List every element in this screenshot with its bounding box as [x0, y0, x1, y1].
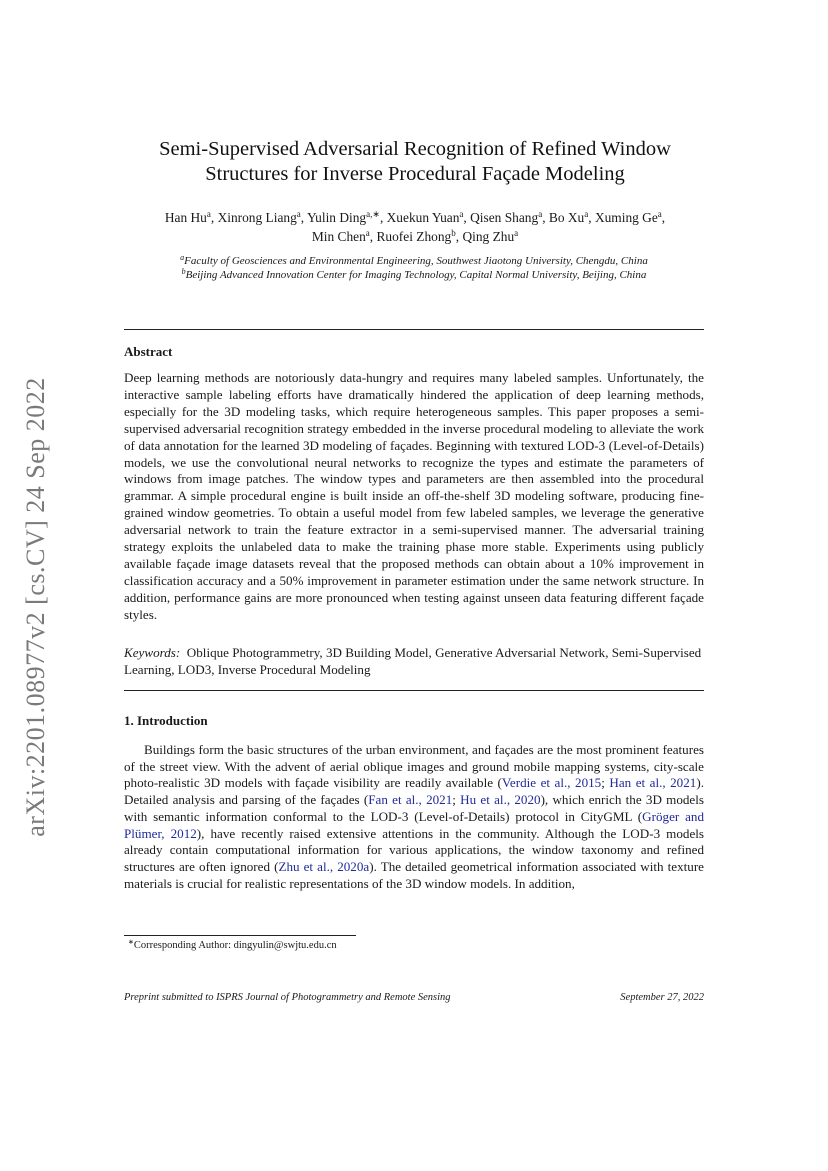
- author: Qing Zhu$^a$: [462, 228, 519, 244]
- abstract-text: Deep learning methods are notoriously data-hungry and requires many labeled samples. Unfortunately, the interactive sample labeling efforts have dramatically hindered the application of deep learning methods, especially for the 3D modeling tasks, which require heterogeneous samples. This paper proposes a semi-supervised adversarial recognition strategy embedded in the inverse procedural modeling to alleviate the work of data annotation for the learned 3D modeling of façades. Beginning with textured LOD-3 (Level-of-Details) models, we use the convolutional neural networks to recognize the types and estimate the parameters of windows from image patches. The window types and parameters are then assembled into the procedural grammar. A simple procedural engine is built inside an off-the-shelf 3D modeling software, producing fine-grained window geometries. To obtain a useful model from few labeled samples, we leverage the generative adversarial network to train the feature extractor in a semi-supervised manner. The adversarial training strategy exploits the unlabeled data to make the training phase more stable. Experiments using publicly available façade image datasets reveal that the proposed methods can obtain about a 10% improvement in classification accuracy and a 50% improvement in parameter estimation under the same network structure. In addition, performance gains are more pronounced when testing against unseen data featuring different façade styles.: [124, 370, 704, 622]
- author: Bo Xu$^a$: [548, 209, 589, 225]
- title-line-1: Semi-Supervised Adversarial Recognition of Refined Window: [159, 138, 671, 160]
- section-heading-introduction: 1. Introduction: [124, 713, 208, 728]
- citation-link[interactable]: Fan et al., 2021: [368, 792, 453, 808]
- abstract-bottom-rule: [124, 690, 704, 691]
- keywords-text: Oblique Photogrammetry, 3D Building Model, Generative Adversarial Network, Semi-Supervised Learning, LOD3, Inverse Procedural Modeling: [124, 645, 702, 677]
- author: Xuekun Yuan$^a$: [386, 209, 464, 225]
- citation-link[interactable]: Han et al., 2021: [609, 775, 697, 791]
- abstract-top-rule: [124, 329, 704, 330]
- keywords-label: Keywords:: [124, 645, 181, 660]
- date-footer: September 27, 2022: [620, 992, 704, 1003]
- arxiv-identifier-text: arXiv:2201.08977v2 [cs.CV] 24 Sep 2022: [21, 377, 51, 837]
- affiliation: $^b$Beijing Advanced Innovation Center for Imaging Technology, Capital Normal University, Beijing, China: [181, 267, 647, 281]
- title-line-2: Structures for Inverse Procedural Façade Modeling: [205, 163, 625, 185]
- author: Xuming Ge$^a$: [594, 209, 662, 225]
- citation-link[interactable]: Gröger and Plümer, 2012: [124, 808, 704, 841]
- paper-title: [125, 137, 705, 187]
- author: Qisen Shang$^a$: [470, 209, 543, 225]
- footnote-rule: [124, 935, 356, 936]
- keywords-block: [124, 645, 704, 679]
- author: Yulin Ding$^{a,∗}$: [306, 209, 380, 225]
- author: Min Chen$^a$: [311, 228, 370, 244]
- arxiv-identifier-stamp: [16, 364, 56, 850]
- corresponding-author-footnote: ∗Corresponding Author: dingyulin@swjtu.edu.cn: [128, 938, 337, 951]
- author-list: Han Hu$^a$, Xinrong Liang$^a$, Yulin Ding$^{a,∗}$, Xuekun Yuan$^a$, Qisen Shang$^a$, Bo Xu$^a$, Xuming Ge$^a$, Min Chen$^a$, Ruofei Zhong$^b$, Qing Zhu$^a$: [164, 209, 666, 244]
- citation-link[interactable]: Hu et al., 2020: [460, 792, 541, 808]
- author: Ruofei Zhong$^b$: [376, 228, 456, 244]
- author: Han Hu$^a$: [164, 209, 211, 225]
- citation-link[interactable]: Zhu et al., 2020a: [278, 858, 370, 874]
- citation-link[interactable]: Verdie et al., 2015: [501, 775, 602, 791]
- affiliation-list: [120, 254, 708, 282]
- affiliation: $^a$Faculty of Geosciences and Environmental Engineering, Southwest Jiaotong University, Chengdu, China: [180, 253, 648, 267]
- author: Xinrong Liang$^a$: [217, 209, 301, 225]
- abstract-heading: Abstract: [124, 344, 173, 359]
- introduction-paragraph: Buildings form the basic structures of the urban environment, and façades are the most prominent features of the street view. With the advent of aerial oblique images and ground mobile mapping systems, city-scale photo-realistic 3D models with façade visibility are readily available (Verdie et al., 2015; Han et al., 2021). Detailed analysis and parsing of the façades (Fan et al., 2021; Hu et al., 2020), which enrich the 3D models with semantic information conformal to the LOD-3 (Level-of-Details) protocol in CityGML (Gröger and Plümer, 2012), have recently raised extensive attentions in the community. Although the LOD-3 models already contain computational information for various applications, the window taxonomy and refined structures are often ignored (Zhu et al., 2020a). The detailed geometrical information associated with texture materials is crucial for realistic representations of the 3D window models. In addition,: [124, 742, 704, 891]
- preprint-footer: Preprint submitted to ISPRS Journal of Photogrammetry and Remote Sensing: [124, 992, 451, 1003]
